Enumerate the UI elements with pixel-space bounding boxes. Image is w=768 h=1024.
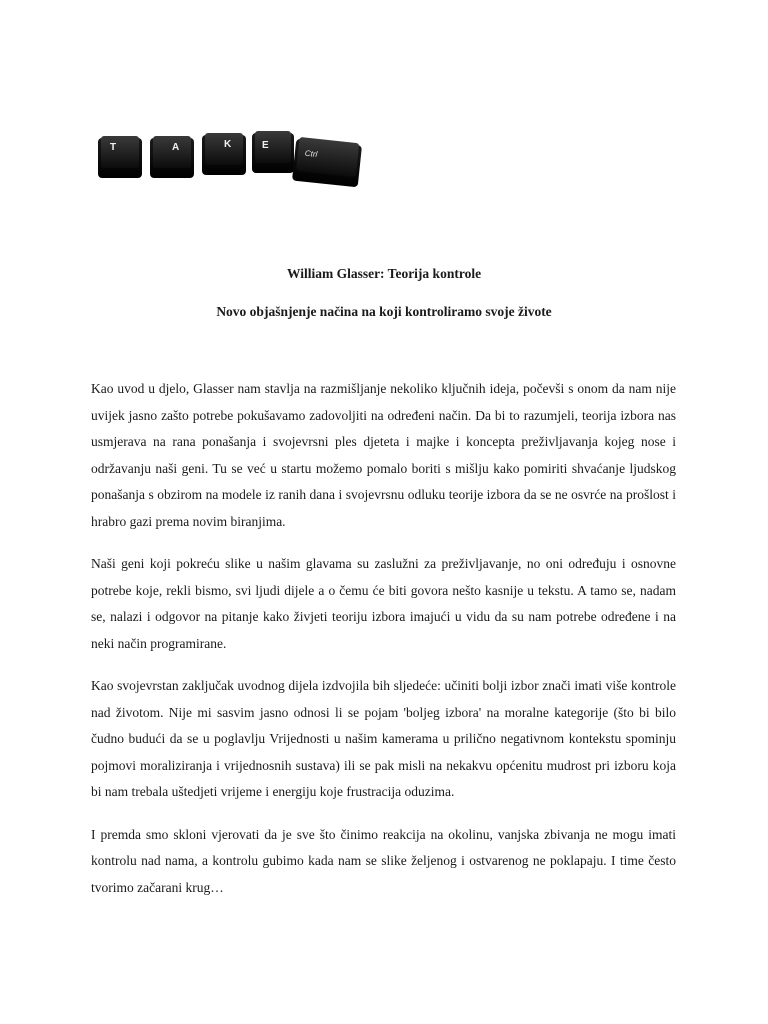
paragraph: I premda smo skloni vjerovati da je sve što činimo reakcija na okolinu, vanjska zbivanja ne mogu imati kontrolu nad nama, a kontrolu gubimo kada nam se slike željenog i ostvarenog ne poklapaju. I time često tvorimo začarani krug… <box>91 826 676 895</box>
document-subtitle: Novo objašnjenje načina na koji kontroliramo svoje živote <box>216 304 552 319</box>
paragraph: Naši geni koji pokreću slike u našim glavama su zaslužni za preživljavanje, no oni određuju i osnovne potrebe koje, rekli bismo, svi ljudi dijele a o čemu će biti govora nešto kasnije u tekstu. A tamo se, nadam se, nalazi i odgovor na pitanje kako živjeti teoriju izbora imajući u vidu da su nam potrebe određene i na neki način programirane. <box>91 556 676 651</box>
key-label: T <box>110 142 117 153</box>
document-body <box>91 376 676 917</box>
key-ctrl-icon <box>292 137 362 188</box>
key-label: K <box>224 139 232 150</box>
key-label: A <box>172 142 180 153</box>
key-label: E <box>262 140 269 151</box>
key-a-icon <box>150 136 194 178</box>
key-label: Ctrl <box>304 148 318 159</box>
paragraph: Kao uvod u djelo, Glasser nam stavlja na razmišljanje nekoliko ključnih ideja, počevši s onom da nam nije uvijek jasno zašto potrebe pokušavamo zadovoljiti na određeni način. Da bi to razumjeli, teorija izbora nas usmjerava na rana ponašanja i svojevrsni ples djeteta i majke i koncepta preživljavanja kojeg nose i održavanju naši geni. Tu se već u startu možemo pomalo boriti s mišlju kako pomiriti shvaćanje ljudskog ponašanja s obzirom na modele iz ranih dana i svojevrsnu odluku teorije izbora da se ne osvrće na prošlost i hrabro gazi prema novim biranjima. <box>91 381 676 529</box>
document-title: William Glasser: Teorija kontrole <box>286 266 482 281</box>
key-t-icon <box>98 136 142 178</box>
key-e-icon <box>252 131 294 173</box>
paragraph: Kao svojevrstan zaključak uvodnog dijela izdvojila bih sljedeće: učiniti bolji izbor znači imati više kontrole nad životom. Nije mi sasvim jasno odnosi li se pojam 'boljeg izbora' na moralne kategorije (što bi bilo čudno budući da se u poglavlju Vrijednosti u našim kamerama u prilično negativnom kontekstu spominju pojmovi moraliziranja i vrijednosnih sustava) ili se pak misli na nekakvu općenitu mudrost pri izboru koja bi nam trebala uštedjeti vrijeme i energiju koje frustracija oduzima. <box>91 678 676 799</box>
key-k-icon <box>202 133 246 175</box>
take-ctrl-logo <box>92 118 368 198</box>
